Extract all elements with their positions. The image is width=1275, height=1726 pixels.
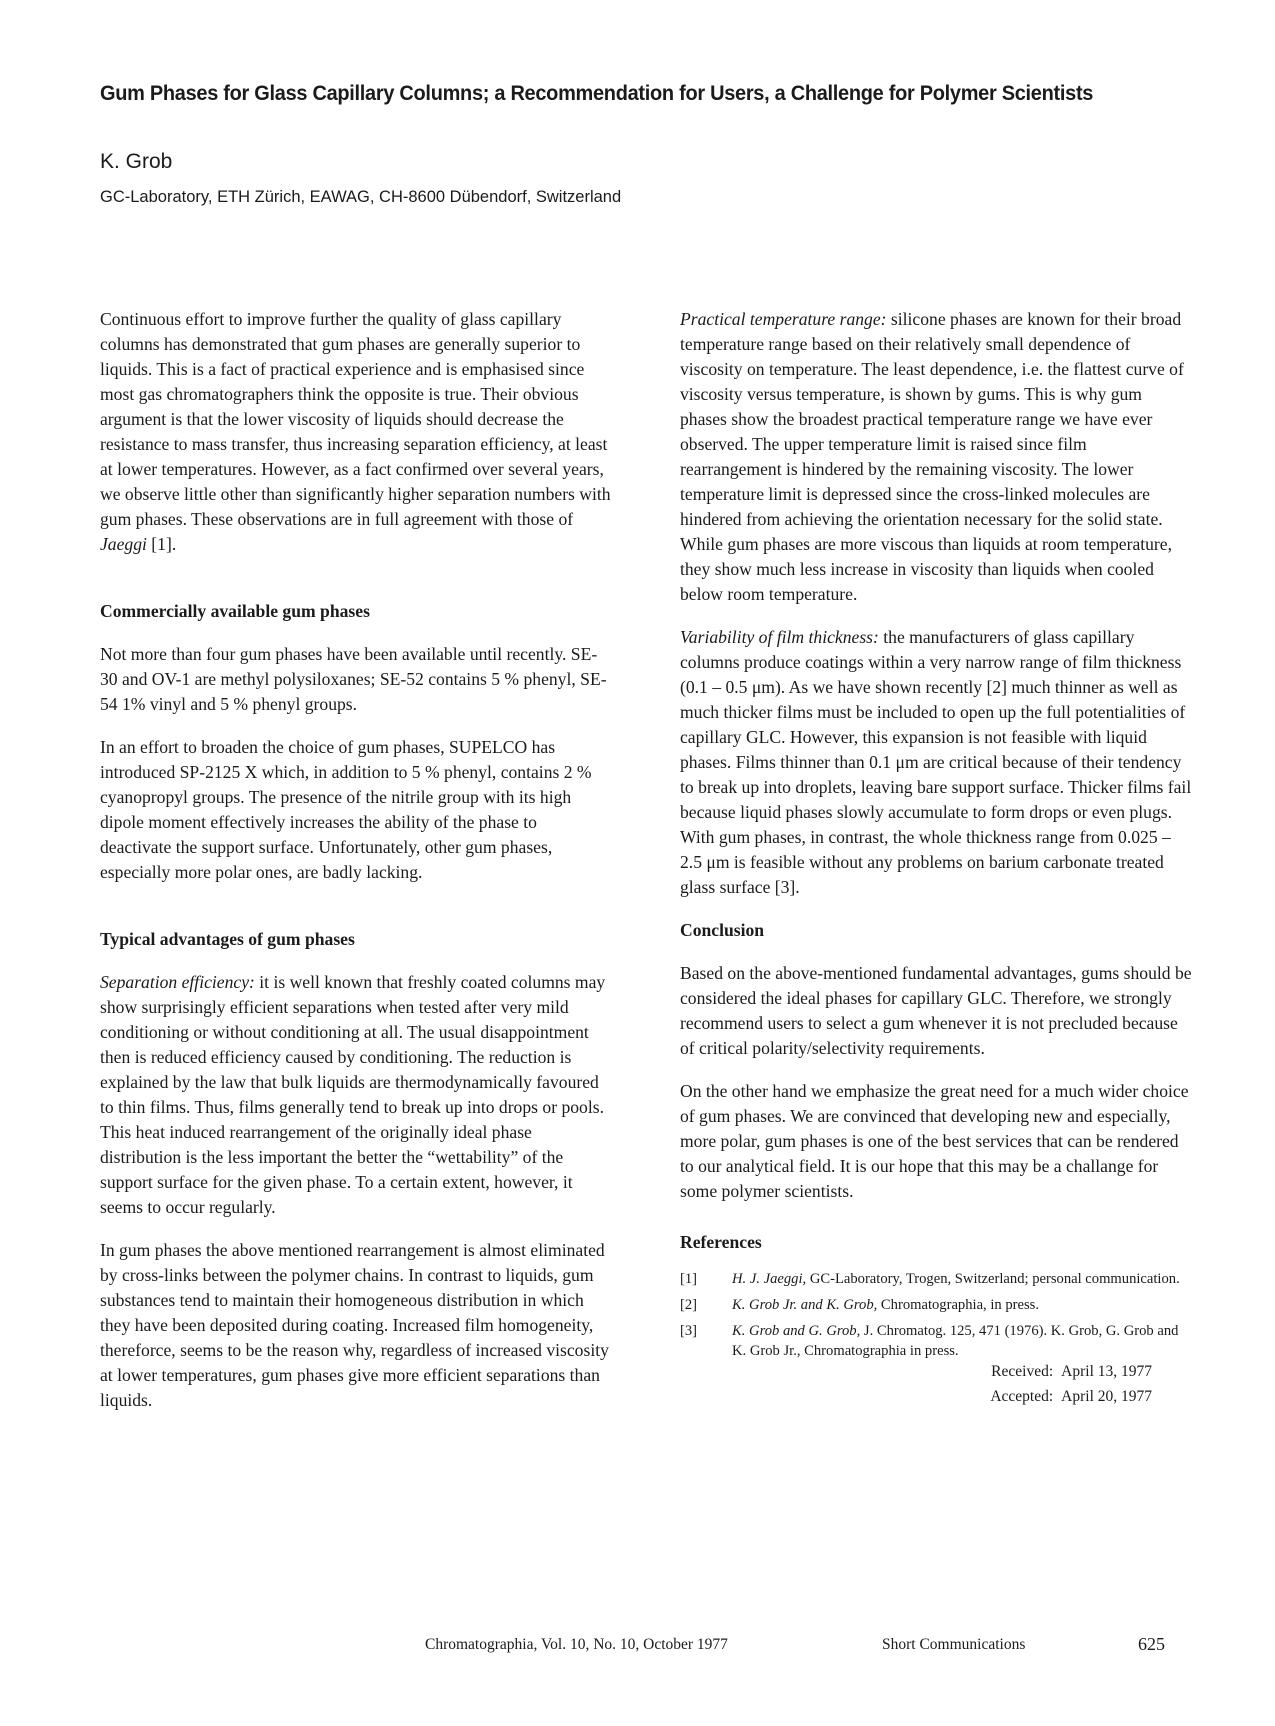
received-label: Received: bbox=[991, 1363, 1054, 1380]
reference-text bbox=[732, 1269, 1192, 1289]
temperature-range-text: silicone phases are known for their broad temperature range based on their relatively small dependence of viscosity on temperature. The least dependence, i.e. the flattest curve of viscosity versus temperature, is shown by gums. This is why gum phases show the broadest practical temperature range we have ever observed. The upper temperature limit is raised since film rearrangement is hindered by the remaining viscosity. The lower temperature limit is depressed since the cross-linked molecules are hindered from achieving the orientation necessary for the solid state. While gum phases are more viscous than liquids at room temperature, they show much less increase in viscosity than liquids when cooled below room temperature. bbox=[680, 309, 1184, 604]
heading-advantages: Typical advantages of gum phases bbox=[100, 929, 355, 949]
commercial-paragraph-1: Not more than four gum phases have been available until recently. SE-30 and OV-1 are methyl polysiloxanes; SE-52 contains 5 % phenyl, SE-54 1% vinyl and 5 % phenyl groups. bbox=[100, 644, 607, 714]
film-thickness-text: the manufacturers of glass capillary columns produce coatings within a very narrow range of film thickness (0.1 – 0.5 μm). As we have shown recently [2] much thinner as well as much thicker films must be included to open up the full potentialities of capillary GLC. However, this expansion is not feasible with liquid phases. Films thinner than 0.1 μm are critical because of their tendency to break up into droplets, leaving bare support surface. Thicker films fail because liquid phases slowly accumulate to form drops or even plugs. With gum phases, in contrast, the whole thickness range from 0.025 – 2.5 μm is feasible without any problems on barium carbonate treated glass surface [3]. bbox=[680, 627, 1192, 897]
reference-item bbox=[680, 1295, 1192, 1315]
intro-text: Continuous effort to improve further the quality of glass capillary columns has demonstrated that gum phases are generally superior to liquids. This is a fact of practical experience and is emphasised since most gas chromatographers think the opposite is true. Their obvious argument is that the lower viscosity of liquids should decrease the resistance to mass transfer, thus increasing separation efficiency, at least at lower temperatures. However, as a fact confirmed over several years, we observe little other than significantly higher separation numbers with gum phases. These observations are in full agreement with those of bbox=[100, 309, 611, 529]
temperature-range-paragraph bbox=[680, 307, 1192, 607]
submission-dates bbox=[680, 1359, 1192, 1409]
reference-item bbox=[680, 1269, 1192, 1289]
author-affiliation: GC-Laboratory, ETH Zürich, EAWAG, CH-8600 Dübendorf, Switzerland bbox=[100, 188, 622, 206]
received-date: April 13, 1977 bbox=[1061, 1363, 1152, 1380]
heading-commercial: Commercially available gum phases bbox=[100, 601, 370, 621]
intro-citation-name: Jaeggi bbox=[100, 534, 147, 554]
gum-phases-paragraph: In gum phases the above mentioned rearrangement is almost eliminated by cross-links between the polymer chains. In contrast to liquids, gum substances tend to maintain their homogeneous distribution in which they have been deposited during coating. Increased film homogeneity, thereforce, seems to be the reason why, regardless of increased viscosity at lower temperatures, gum phases give more efficient separations than liquids. bbox=[100, 1240, 609, 1410]
accepted-label: Accepted: bbox=[990, 1388, 1054, 1405]
reference-text bbox=[732, 1295, 1192, 1315]
conclusion-paragraph-2: On the other hand we emphasize the great need for a much wider choice of gum phases. We are convinced that developing new and especially, more polar, gum phases is one of the best services that can be rendered to our analytical field. It is our hope that this may be a challange for some polymer scientists. bbox=[680, 1081, 1189, 1201]
page-number: 625 bbox=[1138, 1634, 1165, 1654]
commercial-paragraph-2: In an effort to broaden the choice of gum phases, SUPELCO has introduced SP-2125 X which, in addition to 5 % phenyl, contains 2 % cyanopropyl groups. The presence of the nitrile group with its high dipole moment effectively increases the ability of the phase to deactivate the support surface. Unfortunately, other gum phases, especially more polar ones, are badly lacking. bbox=[100, 737, 592, 882]
reference-number: [1] bbox=[680, 1271, 698, 1287]
intro-citation-ref: [1]. bbox=[146, 534, 177, 554]
footer-section: Short Communications bbox=[882, 1636, 1026, 1653]
reference-number: [2] bbox=[680, 1297, 698, 1313]
received-line bbox=[680, 1359, 1152, 1384]
accepted-line bbox=[680, 1384, 1152, 1409]
reference-authors: K. Grob and G. Grob, bbox=[732, 1323, 861, 1339]
reference-text bbox=[732, 1321, 1192, 1361]
reference-source: GC-Laboratory, Trogen, Switzerland; personal communication. bbox=[806, 1271, 1180, 1287]
reference-number: [3] bbox=[680, 1323, 698, 1339]
intro-paragraph bbox=[100, 307, 612, 557]
separation-efficiency-text: it is well known that freshly coated columns may show surprisingly efficient separations when tested after very mild conditioning or without conditioning at all. The usual disappointment then is reduced efficiency caused by conditioning. The reduction is explained by the law that bulk liquids are thermodynamically favoured to thin films. Thus, films generally tend to break up into drops or pools. This heat induced rearrangement of the originally ideal phase distribution is the less important the better the “wettability” of the support surface for the given phase. To a certain extent, however, it seems to occur regularly. bbox=[100, 972, 606, 1217]
article-title: Gum Phases for Glass Capillary Columns; a Recommendation for Users, a Challenge for Polymer Scientists bbox=[100, 82, 1094, 105]
heading-conclusion: Conclusion bbox=[680, 920, 765, 940]
left-column bbox=[100, 307, 612, 1431]
reference-source: Chromatographia, in press. bbox=[877, 1297, 1039, 1313]
footer-journal: Chromatographia, Vol. 10, No. 10, October 1977 bbox=[425, 1636, 728, 1653]
temperature-range-label: Practical temperature range: bbox=[680, 309, 887, 329]
reference-authors: K. Grob Jr. and K. Grob, bbox=[732, 1297, 878, 1313]
film-thickness-label: Variability of film thickness: bbox=[680, 627, 879, 647]
separation-efficiency-label: Separation efficiency: bbox=[100, 972, 255, 992]
reference-item bbox=[680, 1321, 1192, 1361]
right-column bbox=[680, 307, 1192, 1409]
author-name: K. Grob bbox=[100, 150, 173, 173]
reference-authors: H. J. Jaeggi, bbox=[732, 1271, 807, 1287]
film-thickness-paragraph bbox=[680, 625, 1192, 900]
heading-references: References bbox=[680, 1232, 762, 1252]
conclusion-paragraph-1: Based on the above-mentioned fundamental advantages, gums should be considered the ideal phases for capillary GLC. Therefore, we strongly recommend users to select a gum whenever it is not precluded because of critical polarity/selectivity requirements. bbox=[680, 963, 1192, 1058]
separation-efficiency-paragraph bbox=[100, 970, 612, 1220]
accepted-date: April 20, 1977 bbox=[1061, 1388, 1152, 1405]
reference-source: J. Chromatog. 125, 471 (1976). K. Grob, G. Grob and K. Grob Jr., Chromatographia in press. bbox=[732, 1323, 1179, 1359]
